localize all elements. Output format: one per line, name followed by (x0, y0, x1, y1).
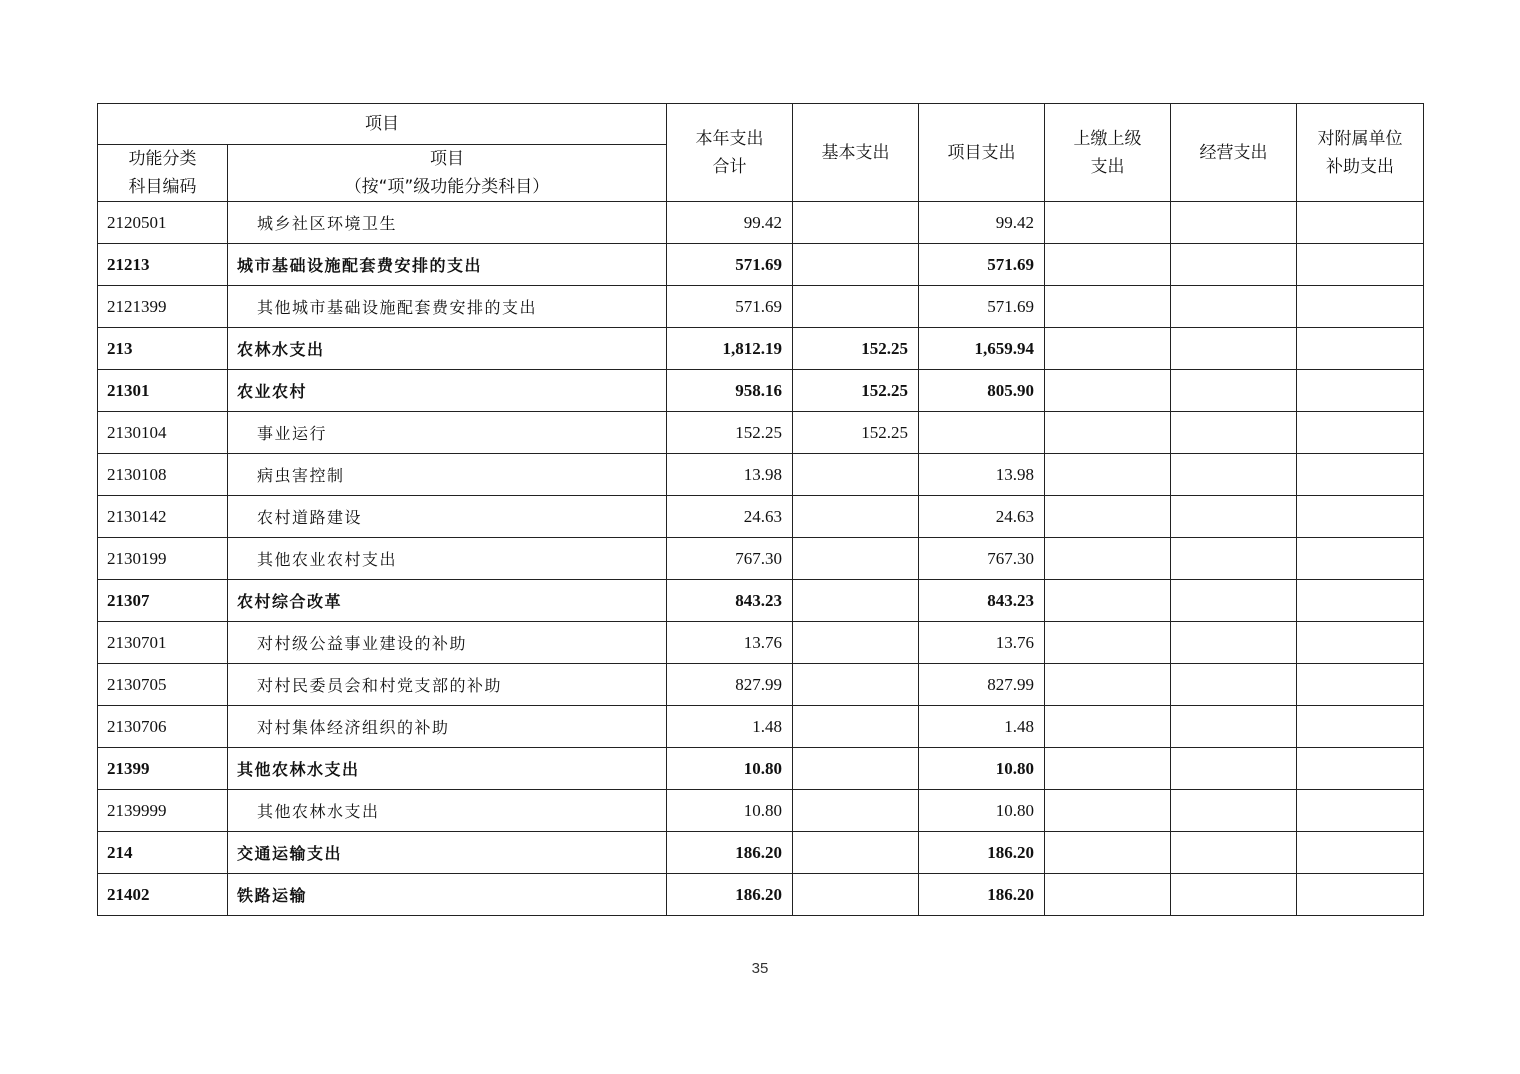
basic-cell (793, 790, 919, 832)
upper-cell (1045, 370, 1171, 412)
header-upper-line2: 支出 (1090, 156, 1125, 177)
total-cell: 10.80 (667, 790, 793, 832)
basic-cell: 152.25 (793, 328, 919, 370)
code-cell: 21307 (98, 580, 228, 622)
project-cell: 24.63 (919, 496, 1045, 538)
table-row (98, 202, 1424, 244)
business-cell (1171, 748, 1297, 790)
project-cell: 843.23 (919, 580, 1045, 622)
total-cell: 152.25 (667, 412, 793, 454)
basic-cell (793, 496, 919, 538)
subsidy-cell (1297, 622, 1424, 664)
project-cell: 767.30 (919, 538, 1045, 580)
expenditure-table (97, 103, 1424, 916)
basic-cell (793, 622, 919, 664)
project-cell: 13.98 (919, 454, 1045, 496)
business-cell (1171, 538, 1297, 580)
total-cell: 99.42 (667, 202, 793, 244)
table-row (98, 832, 1424, 874)
subsidy-cell (1297, 832, 1424, 874)
basic-cell (793, 244, 919, 286)
business-cell (1171, 832, 1297, 874)
table-row (98, 748, 1424, 790)
upper-cell (1045, 328, 1171, 370)
name-cell: 铁路运输 (228, 874, 667, 916)
name-cell: 其他农业农村支出 (228, 538, 667, 580)
project-cell: 1,659.94 (919, 328, 1045, 370)
subsidy-cell (1297, 748, 1424, 790)
header-upper (1045, 104, 1171, 202)
name-cell: 病虫害控制 (228, 454, 667, 496)
page-number: 35 (751, 960, 769, 977)
header-subsidy (1297, 104, 1424, 202)
table-row (98, 706, 1424, 748)
name-cell: 交通运输支出 (228, 832, 667, 874)
name-cell: 城乡社区环境卫生 (228, 202, 667, 244)
name-cell: 事业运行 (228, 412, 667, 454)
name-cell: 农村道路建设 (228, 496, 667, 538)
subsidy-cell (1297, 874, 1424, 916)
table-row (98, 790, 1424, 832)
business-cell (1171, 706, 1297, 748)
table-row (98, 412, 1424, 454)
subsidy-cell (1297, 706, 1424, 748)
table-header (98, 104, 1424, 202)
business-cell (1171, 412, 1297, 454)
upper-cell (1045, 244, 1171, 286)
table-row (98, 664, 1424, 706)
code-cell: 2130199 (98, 538, 228, 580)
header-upper-line1: 上缴上级 (1073, 128, 1142, 149)
table-body (98, 202, 1424, 916)
subsidy-cell (1297, 202, 1424, 244)
upper-cell (1045, 580, 1171, 622)
code-cell: 2130701 (98, 622, 228, 664)
total-cell: 1.48 (667, 706, 793, 748)
header-code-line2: 科目编码 (128, 177, 197, 197)
total-cell: 843.23 (667, 580, 793, 622)
name-cell: 城市基础设施配套费安排的支出 (228, 244, 667, 286)
header-subsidy-line2: 补助支出 (1326, 156, 1394, 177)
table-row (98, 286, 1424, 328)
total-cell: 1,812.19 (667, 328, 793, 370)
upper-cell (1045, 664, 1171, 706)
name-cell: 农村综合改革 (228, 580, 667, 622)
basic-cell (793, 832, 919, 874)
code-cell: 2130104 (98, 412, 228, 454)
project-cell: 805.90 (919, 370, 1045, 412)
upper-cell (1045, 790, 1171, 832)
business-cell (1171, 370, 1297, 412)
project-cell: 10.80 (919, 790, 1045, 832)
basic-cell (793, 664, 919, 706)
subsidy-cell (1297, 790, 1424, 832)
name-cell: 对村民委员会和村党支部的补助 (228, 664, 667, 706)
header-total-line1: 本年支出 (695, 128, 764, 149)
basic-cell (793, 706, 919, 748)
project-cell: 13.76 (919, 622, 1045, 664)
business-cell (1171, 580, 1297, 622)
name-cell: 农林水支出 (228, 328, 667, 370)
project-cell: 571.69 (919, 286, 1045, 328)
upper-cell (1045, 622, 1171, 664)
table-row (98, 454, 1424, 496)
business-cell (1171, 664, 1297, 706)
business-cell (1171, 454, 1297, 496)
total-cell: 958.16 (667, 370, 793, 412)
upper-cell (1045, 706, 1171, 748)
upper-cell (1045, 496, 1171, 538)
business-cell (1171, 328, 1297, 370)
subsidy-cell (1297, 286, 1424, 328)
header-code (98, 145, 228, 202)
code-cell: 2121399 (98, 286, 228, 328)
code-cell: 2130142 (98, 496, 228, 538)
table-row (98, 538, 1424, 580)
subsidy-cell (1297, 580, 1424, 622)
basic-cell: 152.25 (793, 412, 919, 454)
project-cell: 571.69 (919, 244, 1045, 286)
basic-cell (793, 874, 919, 916)
table-row (98, 244, 1424, 286)
code-cell: 21402 (98, 874, 228, 916)
name-cell: 对村级公益事业建设的补助 (228, 622, 667, 664)
subsidy-cell (1297, 496, 1424, 538)
subsidy-cell (1297, 454, 1424, 496)
code-cell: 21213 (98, 244, 228, 286)
upper-cell (1045, 454, 1171, 496)
basic-cell (793, 748, 919, 790)
code-cell: 2139999 (98, 790, 228, 832)
basic-cell: 152.25 (793, 370, 919, 412)
upper-cell (1045, 412, 1171, 454)
code-cell: 2130108 (98, 454, 228, 496)
table-row (98, 370, 1424, 412)
code-cell: 2130705 (98, 664, 228, 706)
upper-cell (1045, 748, 1171, 790)
name-cell: 其他城市基础设施配套费安排的支出 (228, 286, 667, 328)
project-cell: 1.48 (919, 706, 1045, 748)
header-code-line1: 功能分类 (128, 149, 197, 169)
subsidy-cell (1297, 538, 1424, 580)
code-cell: 214 (98, 832, 228, 874)
header-basic: 基本支出 (793, 104, 919, 202)
code-cell: 213 (98, 328, 228, 370)
business-cell (1171, 496, 1297, 538)
total-cell: 13.76 (667, 622, 793, 664)
basic-cell (793, 286, 919, 328)
header-business: 经营支出 (1171, 104, 1297, 202)
subsidy-cell (1297, 412, 1424, 454)
table-row (98, 874, 1424, 916)
total-cell: 767.30 (667, 538, 793, 580)
upper-cell (1045, 538, 1171, 580)
table-row (98, 580, 1424, 622)
code-cell: 2130706 (98, 706, 228, 748)
basic-cell (793, 580, 919, 622)
total-cell: 186.20 (667, 874, 793, 916)
project-cell: 827.99 (919, 664, 1045, 706)
name-cell: 其他农林水支出 (228, 748, 667, 790)
basic-cell (793, 538, 919, 580)
upper-cell (1045, 202, 1171, 244)
name-cell: 其他农林水支出 (228, 790, 667, 832)
header-total-line2: 合计 (712, 156, 747, 177)
upper-cell (1045, 874, 1171, 916)
header-subsidy-line1: 对附属单位 (1317, 128, 1403, 149)
header-project-expense: 项目支出 (919, 104, 1045, 202)
name-cell: 农业农村 (228, 370, 667, 412)
total-cell: 24.63 (667, 496, 793, 538)
project-cell: 186.20 (919, 832, 1045, 874)
upper-cell (1045, 832, 1171, 874)
code-cell: 2120501 (98, 202, 228, 244)
table-row (98, 622, 1424, 664)
header-name-line2: （按“项”级功能分类科目） (344, 177, 550, 197)
table-row (98, 328, 1424, 370)
subsidy-cell (1297, 664, 1424, 706)
basic-cell (793, 202, 919, 244)
subsidy-cell (1297, 244, 1424, 286)
total-cell: 13.98 (667, 454, 793, 496)
business-cell (1171, 874, 1297, 916)
table-row (98, 496, 1424, 538)
project-cell (919, 412, 1045, 454)
header-name (228, 145, 667, 202)
project-cell: 186.20 (919, 874, 1045, 916)
total-cell: 571.69 (667, 286, 793, 328)
total-cell: 186.20 (667, 832, 793, 874)
business-cell (1171, 790, 1297, 832)
total-cell: 827.99 (667, 664, 793, 706)
total-cell: 571.69 (667, 244, 793, 286)
business-cell (1171, 286, 1297, 328)
upper-cell (1045, 286, 1171, 328)
subsidy-cell (1297, 370, 1424, 412)
subsidy-cell (1297, 328, 1424, 370)
business-cell (1171, 202, 1297, 244)
code-cell: 21399 (98, 748, 228, 790)
basic-cell (793, 454, 919, 496)
total-cell: 10.80 (667, 748, 793, 790)
business-cell (1171, 622, 1297, 664)
header-total (667, 104, 793, 202)
name-cell: 对村集体经济组织的补助 (228, 706, 667, 748)
project-cell: 10.80 (919, 748, 1045, 790)
business-cell (1171, 244, 1297, 286)
header-project: 项目 (98, 104, 667, 145)
code-cell: 21301 (98, 370, 228, 412)
project-cell: 99.42 (919, 202, 1045, 244)
header-name-line1: 项目 (430, 149, 464, 169)
